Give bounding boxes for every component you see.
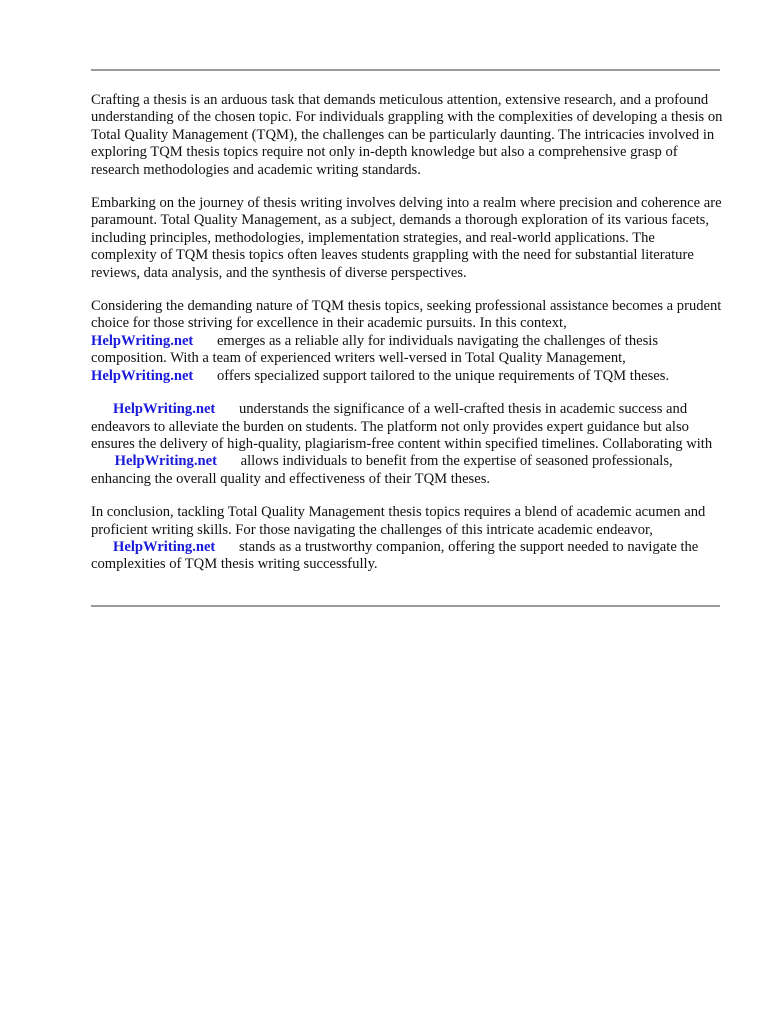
paragraph-journey-text: Embarking on the journey of thesis writing involves delving into a realm where precision and coherence are paramount. Total Quality Management, as a subject, demands a thorough exploration of its various facets, including principles, methodologies, implementation strategies, and real-world applications. The complexity of TQM thesis topics often leaves students grappling with the need for substantial literature reviews, data analysis, and the synthesis of diverse perspectives. (91, 195, 722, 281)
paragraph-assistance-text-3: offers specialized support tailored to the unique requirements of TQM theses. (216, 367, 670, 384)
paragraph-conclusion (91, 504, 723, 574)
paragraph-conclusion-text-1: In conclusion, tackling Total Quality Management thesis topics requires a blend of academic acumen and proficient writing skills. For those navigating the challenges of this intricate academic endeavor, (91, 504, 706, 538)
document-body (91, 92, 723, 590)
helpwriting-link[interactable]: HelpWriting.net (91, 367, 194, 384)
paragraph-significance (91, 401, 723, 488)
helpwriting-link[interactable]: HelpWriting.net (114, 453, 217, 470)
paragraph-significance-text-2: allows individuals to benefit from the expertise of seasoned professionals, enhancing the overall quality and effectiveness of their TQM theses. (91, 453, 673, 487)
paragraph-assistance-text-2: emerges as a reliable ally for individuals navigating the challenges of thesis composition. With a team of experienced writers well-versed in Total Quality Management, (91, 332, 659, 367)
helpwriting-link[interactable]: HelpWriting.net (113, 538, 216, 555)
paragraph-significance-text-1: understands the significance of a well-crafted thesis in academic success and endeavors to alleviate the burden on students. The platform not only provides expert guidance but also ensures the delivery of high-quality, plagiarism-free content within specified timelines. Collaborating with (91, 401, 713, 452)
paragraph-intro (91, 92, 723, 179)
top-divider (91, 69, 720, 71)
helpwriting-link[interactable]: HelpWriting.net (113, 401, 216, 418)
bottom-divider (91, 605, 720, 607)
paragraph-journey (91, 195, 723, 282)
paragraph-conclusion-text-2: stands as a trustworthy companion, offering the support needed to navigate the complexities of TQM thesis writing successfully. (91, 538, 699, 573)
paragraph-intro-text: Crafting a thesis is an arduous task that demands meticulous attention, extensive research, and a profound understanding of the chosen topic. For individuals grappling with the complexities of developing a thesis on Total Quality Management (TQM), the challenges can be particularly daunting. The intricacies involved in exploring TQM thesis topics require not only in-depth knowledge but also a comprehensive grasp of research methodologies and academic writing standards. (91, 92, 723, 178)
paragraph-assistance (91, 298, 723, 385)
paragraph-assistance-text-1: Considering the demanding nature of TQM thesis topics, seeking professional assistance becomes a prudent choice for those striving for excellence in their academic pursuits. In this context, (91, 298, 722, 332)
helpwriting-link[interactable]: HelpWriting.net (91, 332, 194, 349)
